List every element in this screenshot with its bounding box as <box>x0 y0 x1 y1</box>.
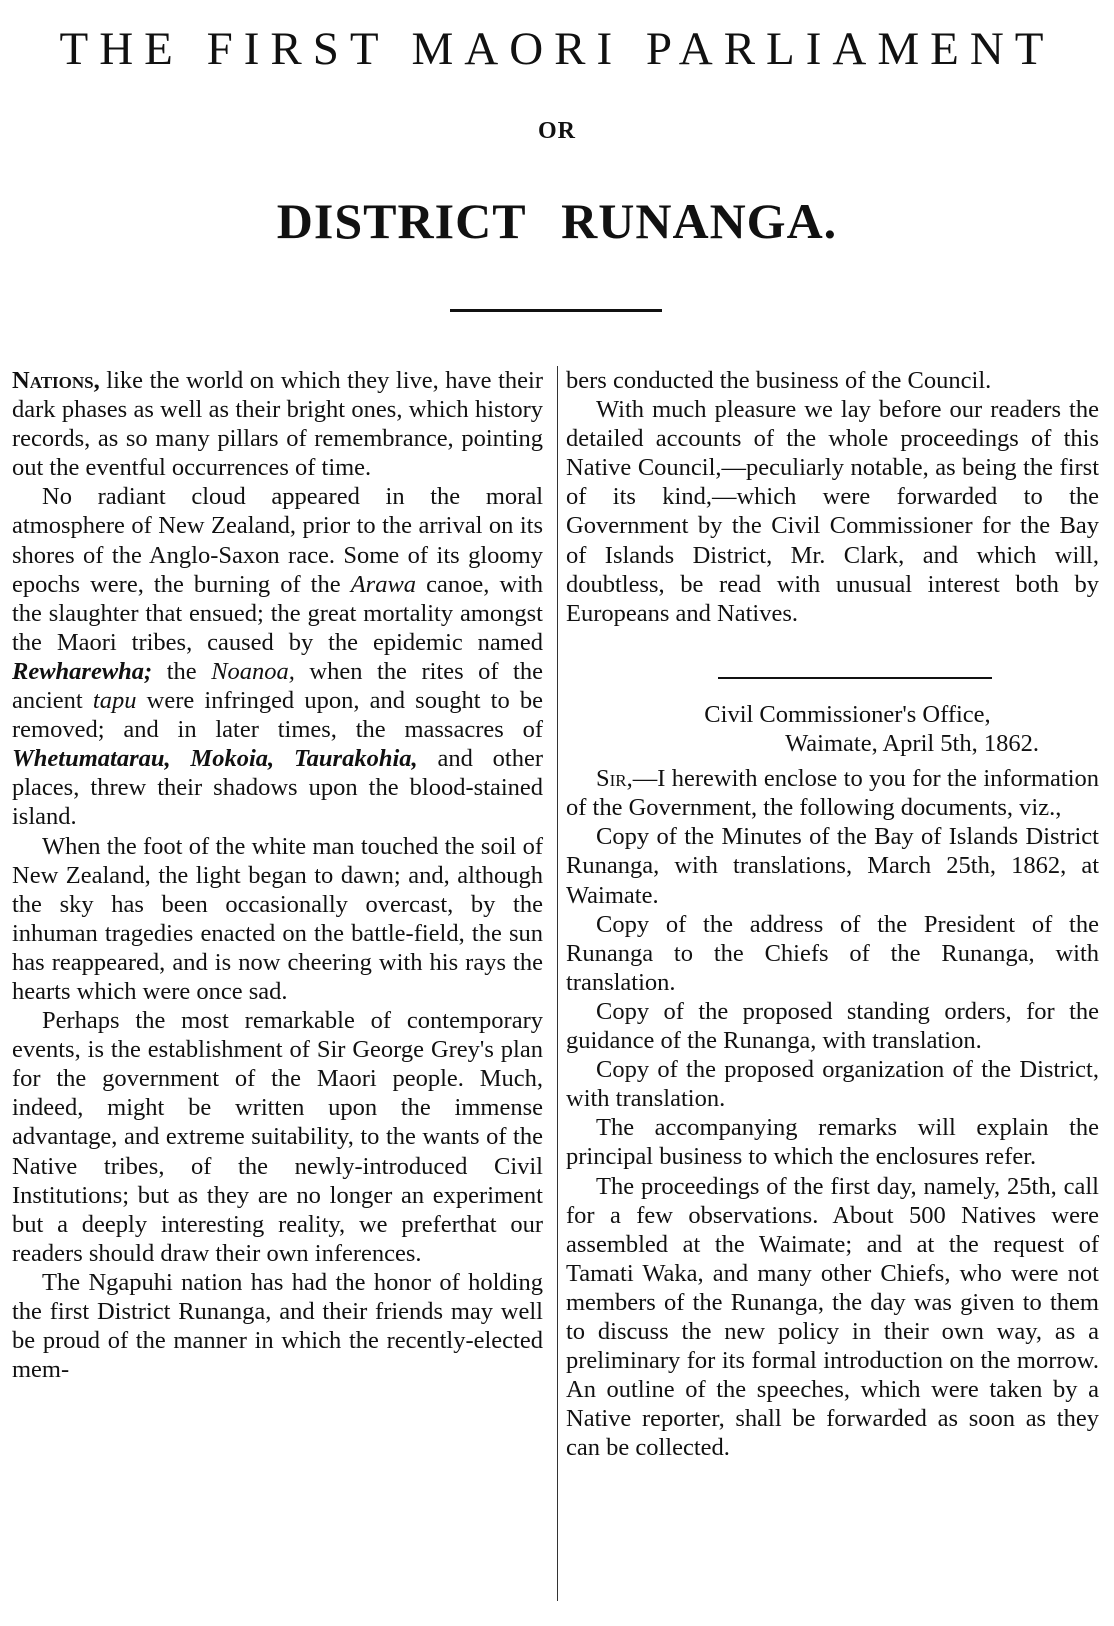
letter-salutation <box>566 764 1099 822</box>
enclosure-item: Copy of the proposed organization of the District, with translation. <box>566 1056 1099 1113</box>
italic-term: Rewharewha; <box>12 657 153 685</box>
text: and other places, threw their shadows upon the blood-stained island. <box>12 745 543 831</box>
paragraph-remarks: The accompanying remarks will explain the principal business to which the enclosures refer. <box>566 1114 1099 1171</box>
letter-office: Civil Commissioner's Office, <box>704 701 991 728</box>
text: No radiant cloud appeared in the moral atmosphere of New Zealand, prior to the arrival on its shores of the Anglo-Saxon race. Some of its gloomy epochs were, the burning of the <box>12 483 543 598</box>
italic-term: tapu <box>92 687 137 715</box>
paragraph-continued: bers conducted the business of the Council. <box>566 367 992 394</box>
text: the <box>152 657 212 685</box>
enclosure-item: Copy of the proposed standing orders, for the guidance of the Runanga, with translation. <box>566 997 1099 1055</box>
paragraph-pleasure: With much pleasure we lay before our readers the detailed accounts of the whole proceedings of this Native Council,—peculiarly notable, as being the first of its kind,—which were forwarded to the Government by the Civil Commissioner for the Bay of Islands District, Mr. Clark, and which will, doubtless, be read with unusual interest both by Europeans and Natives. <box>566 396 1099 627</box>
main-title: THE FIRST MAORI PARLIAMENT <box>59 23 1055 75</box>
italic-term: Arawa <box>350 570 417 598</box>
text: were infringed upon, and sought to be removed; and in later times, the massacres of <box>12 687 543 744</box>
enclosure-item: Copy of the Minutes of the Bay of Islands District Runanga, with translations, March 25th, 1862, at Waimate. <box>566 823 1099 909</box>
text: when the rites of the ancient <box>12 657 543 715</box>
text: like the world on which they live, have their dark phases as well as their bright ones, which history records, as so many pillars of remembrance, pointing out the eventful occurrences of time. <box>12 367 543 482</box>
section-rule <box>718 677 992 679</box>
paragraph-ngapuhi: The Ngapuhi nation has had the honor of holding the first District Runanga, and their friends may well be proud of the manner in which the recently-elected mem- <box>12 1268 543 1384</box>
left-column <box>12 366 543 1384</box>
title-rule <box>450 309 662 312</box>
title-or: OR <box>538 118 576 144</box>
paragraph-radiant-cloud <box>12 482 543 831</box>
salutation-lead: Sir, <box>596 765 633 793</box>
letter-date: Waimate, April 5th, 1862. <box>785 730 1039 758</box>
italic-term: Whetumatarau, Mokoia, Taurakohia, <box>12 745 418 773</box>
enclosure-item: Copy of the address of the President of the Runanga to the Chiefs of the Runanga, with translation. <box>566 910 1099 996</box>
right-column-letter <box>566 700 1099 1462</box>
subtitle: DISTRICT RUNANGA. <box>276 193 838 249</box>
column-divider <box>557 366 558 1601</box>
italic-term: Noanoa, <box>211 657 295 685</box>
right-column-top <box>566 366 1099 628</box>
paragraph-proceedings: The proceedings of the first day, namely, 25th, call for a few observations. About 500 Natives were assembled at the Waimate; and at the request of Tamati Waka, and many other Chiefs, who were not members of the Runanga, the day was given to them to discuss the new policy in their own way, as a preliminary for its formal introduction on the morrow. An outline of the speeches, which were taken by a Native reporter, shall be forwarded as soon as they can be collected. <box>566 1172 1099 1462</box>
paragraph-remarkable: Perhaps the most remarkable of contemporary events, is the establishment of Sir George Grey's plan for the government of the Maori people. Much, indeed, might be written upon the immense advantage, and extreme suitability, to the wants of the Native tribes, of the newly-introduced Civil Institutions; but as they are no longer an experiment but a deeply interesting reality, we preferthat our readers should draw their own inferences. <box>12 1007 543 1267</box>
text: canoe, with the slaughter that ensued; the great mortality amongst the Maori tribes, caused by the epidemic named <box>12 570 543 656</box>
text: —I herewith enclose to you for the information of the Government, the following documents, viz., <box>566 765 1099 822</box>
drop-lead: Nations, <box>12 367 100 394</box>
paragraph-white-man: When the foot of the white man touched the soil of New Zealand, the light began to dawn; and, although the sky has been occasionally overcast, by the inhuman tragedies enacted on the battle-field, the sun has reappeared, and is now cheering with his rays the hearts which were once sad. <box>12 832 543 1005</box>
paragraph-nations <box>12 366 543 482</box>
